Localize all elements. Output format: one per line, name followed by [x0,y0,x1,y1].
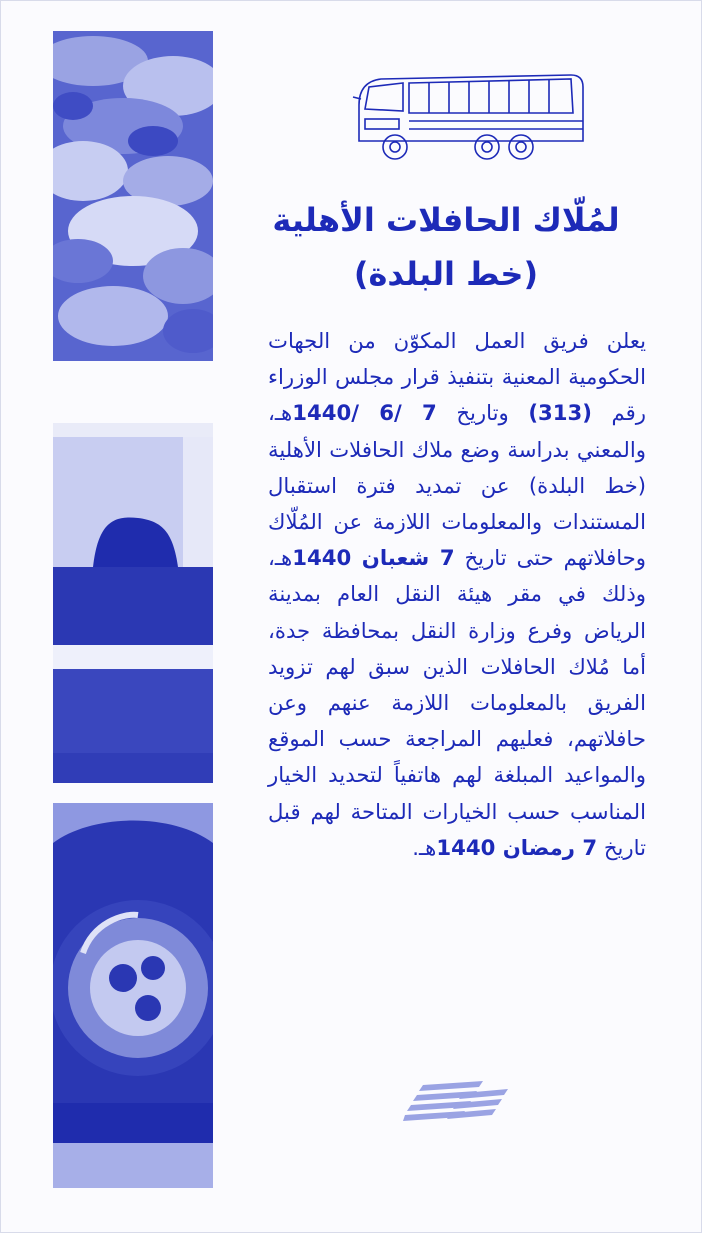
body-part-4: هـ، وذلك في مقر هيئة النقل العام بمدينة الرياض وفرع وزارة النقل بمحافظة جدة، أما مُلاك الحافلات الذين سبق لهم تزويد الفريق بالمعلومات اللازمة عنهم وعن حافلاتهم، فعليهم المراجعة حسب الموقع والمواعيد المبلغة لهم هاتفياً لتحديد الخيار المناسب حسب الخيارات المتاحة لهم قبل تاريخ [268,545,646,860]
deadline-ramadan: 7 رمضان 1440 [436,834,598,860]
resolution-number: (313) [528,400,592,426]
resolution-date: 7 /6 /1440 [292,400,437,426]
transport-logo-icon [403,1079,513,1133]
title-line-2: (خط البلدة) [353,255,539,293]
deadline-shaban: 7 شعبان 1440 [292,545,455,571]
bus-icon [351,69,591,173]
body-part-1: يعلن فريق العمل المكوّن من الجهات الحكومية المعنية بتنفيذ قرار مجلس الوزراء رقم [268,328,646,426]
bus-window-photo-panel [53,423,213,783]
notice-title [246,193,646,301]
title-line-1: لمُلّاك الحافلات الأهلية [272,201,620,239]
body-part-2: وتاريخ [436,400,529,426]
notice-body [268,323,646,866]
sky-photo-panel [53,31,213,361]
bus-wheel-photo-panel [53,803,213,1188]
body-part-3: هـ، والمعني بدراسة وضع ملاك الحافلات الأهلية (خط البلدة) عن تمديد فترة استقبال المستندات والمعلومات اللازمة عن المُلّاك وحافلاتهم حتى تاريخ [268,400,646,571]
body-part-5: هـ. [412,834,437,860]
